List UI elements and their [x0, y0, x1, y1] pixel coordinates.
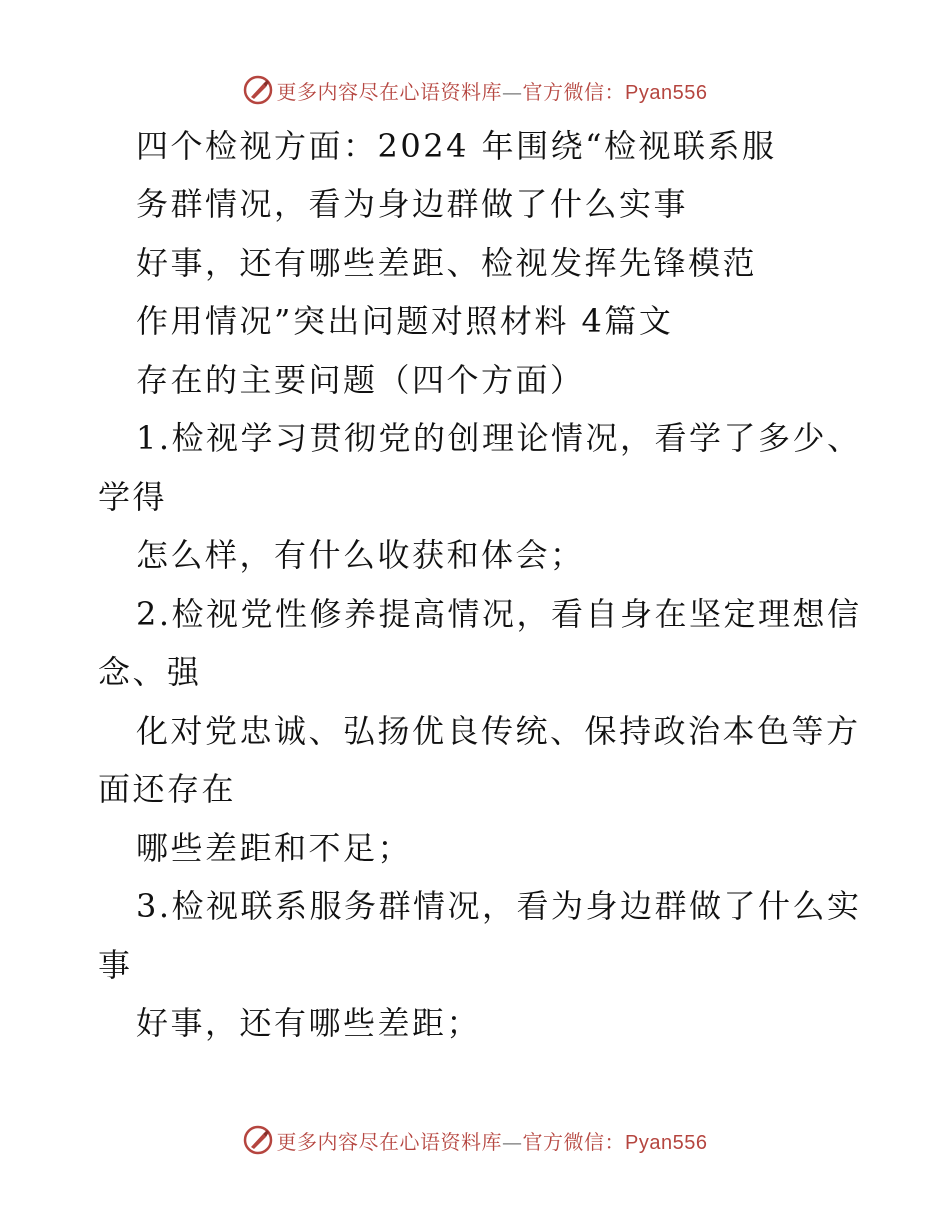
- item-1-wrap: 学得: [98, 478, 168, 516]
- quill-logo-icon: [243, 75, 273, 105]
- header-watermark: [0, 72, 950, 108]
- watermark-text: 更多内容尽在心语资料库—官方微信：Pyan556: [276, 1129, 708, 1154]
- doc-title-line-3: 好事，还有哪些差距、检视发挥先锋模范: [136, 244, 758, 282]
- doc-title-line-4: 作用情况”突出问题对照材料 4篇文: [136, 302, 674, 340]
- footer-watermark: [0, 1122, 950, 1158]
- quill-logo-icon: [243, 1125, 273, 1155]
- section-heading: 存在的主要问题（四个方面）: [136, 361, 585, 399]
- item-2b-cont: 哪些差距和不足；: [136, 829, 413, 867]
- item-1-line: 1.检视学习贯彻党的创理论情况，看学了多少、: [136, 419, 862, 457]
- item-2-wrap: 念、强: [98, 653, 202, 691]
- doc-title-line-2: 务群情况，看为身边群做了什么实事: [136, 185, 689, 223]
- item-2b-wrap: 面还存在: [98, 770, 237, 808]
- item-1-cont: 怎么样，有什么收获和体会；: [136, 536, 585, 574]
- item-2b-line: 化对党忠诚、弘扬优良传统、保持政治本色等方: [136, 712, 861, 750]
- doc-title-line-1: 四个检视方面：2024 年围绕“检视联系服: [136, 127, 777, 165]
- item-2-line: 2.检视党性修养提高情况，看自身在坚定理想信: [136, 595, 862, 633]
- item-3-wrap: 事: [98, 946, 133, 984]
- item-3-line: 3.检视联系服务群情况，看为身边群做了什么实: [136, 887, 862, 925]
- item-3-cont: 好事，还有哪些差距；: [136, 1004, 482, 1042]
- watermark-text: 更多内容尽在心语资料库—官方微信：Pyan556: [276, 79, 708, 104]
